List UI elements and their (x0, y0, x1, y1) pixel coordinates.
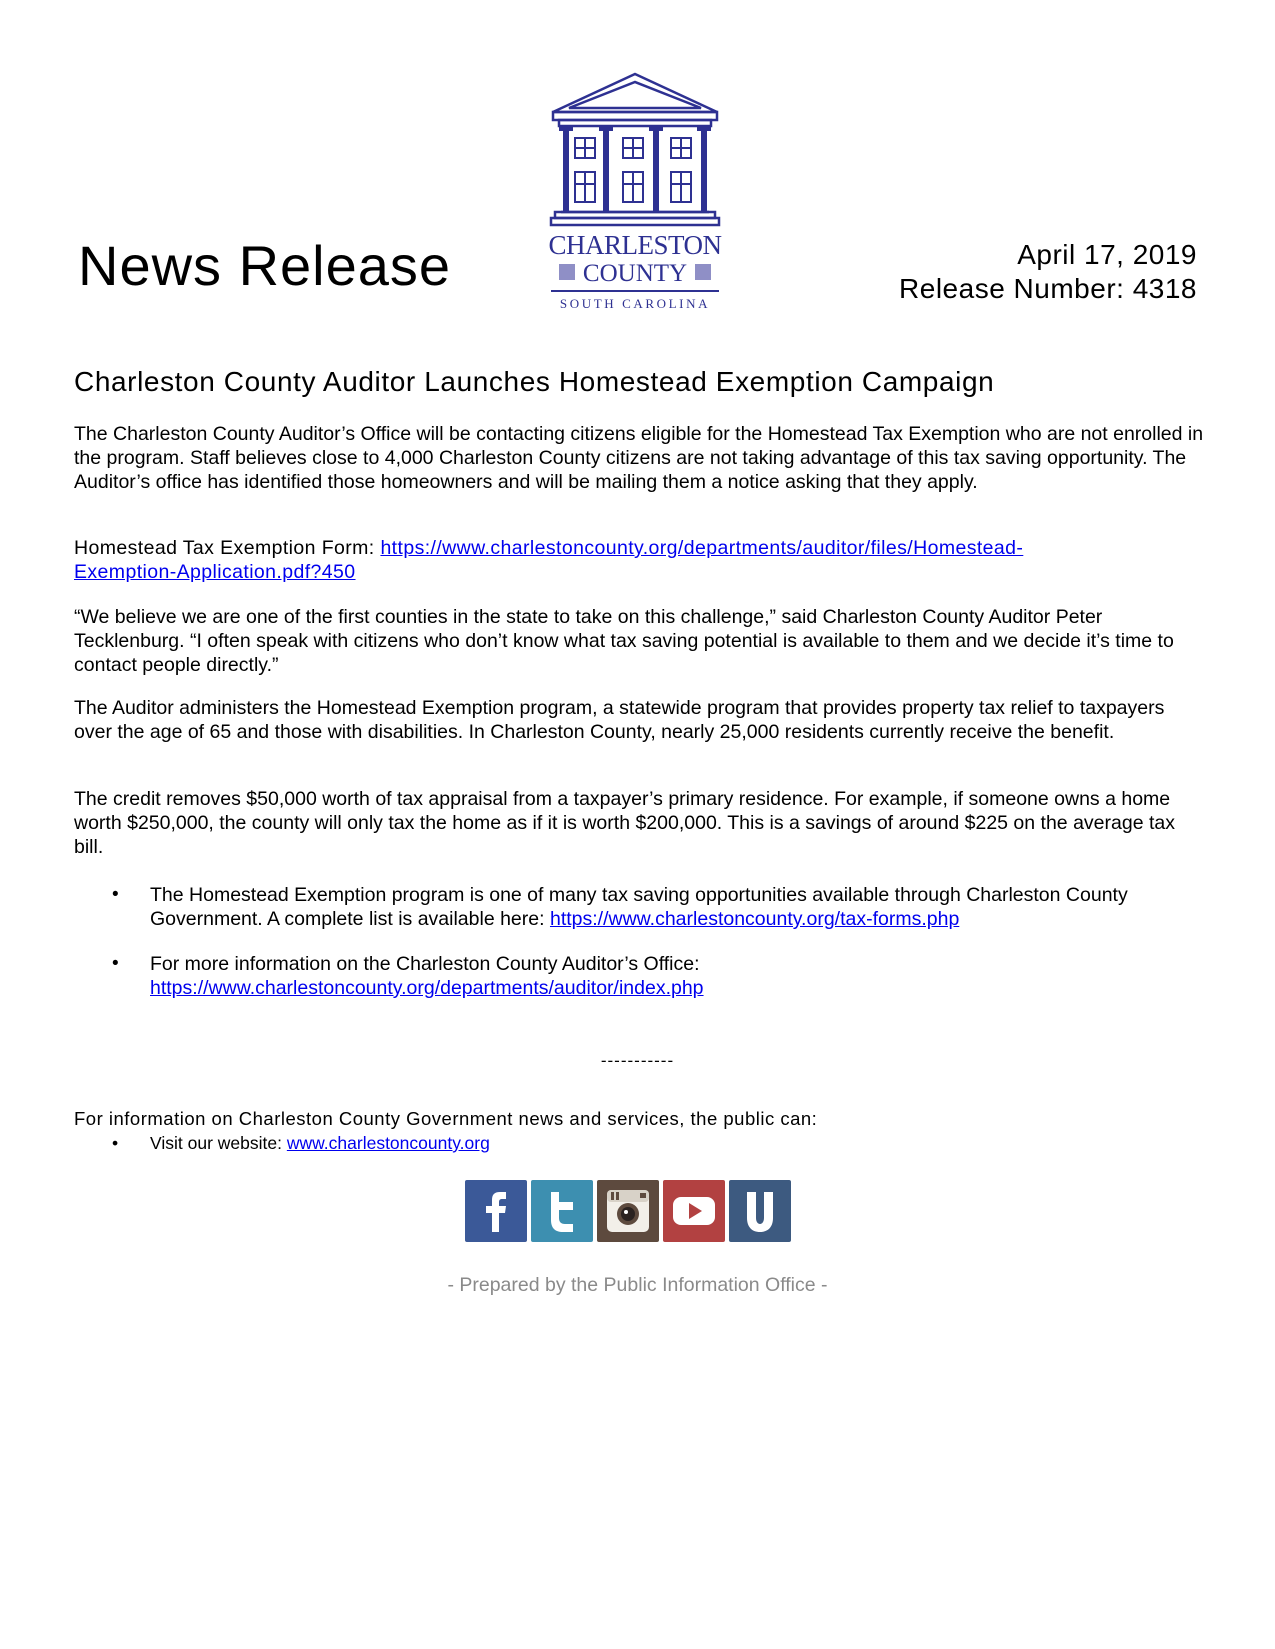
homestead-form-link-continued[interactable]: Exemption-Application.pdf?450 (74, 561, 356, 583)
logo-state-text: SOUTH CAROLINA (559, 296, 711, 311)
twitter-icon[interactable] (531, 1180, 593, 1242)
square-icon (559, 264, 575, 280)
form-paragraph (74, 536, 1206, 584)
intro-paragraph: The Charleston County Auditor’s Office will be contacting citizens eligible for the Homestead Tax Exemption who are not enrolled in the program. Staff believes close to 4,000 Charleston County citizens are not taking advantage of this tax saving opportunity. The Auditor’s office has identified those homeowners and will be mailing them a notice asking that they apply. (74, 423, 1204, 493)
logo-county-text: COUNTY (582, 260, 688, 287)
tax-forms-link[interactable]: https://www.charlestoncounty.org/tax-forms.php (549, 908, 960, 930)
bullet-icon: • (112, 953, 119, 974)
info-intro: For information on Charleston County Government news and services, the public can: (74, 1108, 818, 1129)
auditor-office-link[interactable]: https://www.charlestoncounty.org/departments/auditor/index.php (150, 977, 704, 999)
list-item-text (150, 952, 1206, 1000)
credit-paragraph: The credit removes $50,000 worth of tax appraisal from a taxpayer’s primary residence. For example, if someone owns a home worth $250,000, the county will only tax the home as if it is worth $200,000. This is a savings of around $225 on the average tax bill. (74, 788, 1175, 858)
youtube-icon[interactable] (663, 1180, 725, 1242)
homestead-form-link[interactable]: https://www.charlestoncounty.org/departments/auditor/files/Homestead- (380, 537, 1024, 559)
release-number: Release Number: 4318 (899, 273, 1197, 304)
instagram-icon[interactable] (597, 1180, 659, 1242)
square-icon (695, 264, 711, 280)
list-item-label: For more information on the Charleston County Auditor’s Office: (150, 953, 700, 975)
logo-county-line (547, 261, 723, 286)
release-date: April 17, 2019 (1017, 239, 1197, 270)
footer-text: - Prepared by the Public Information Office - (447, 1274, 828, 1296)
separator: ----------- (600, 1051, 675, 1070)
charleston-county-logo (547, 72, 723, 310)
news-release-title: News Release (78, 234, 452, 297)
bullet-icon: • (112, 884, 119, 905)
list-item-text (150, 1132, 490, 1154)
facebook-icon[interactable] (465, 1180, 527, 1242)
program-paragraph: The Auditor administers the Homestead Exemption program, a statewide program that provides property tax relief to taxpayers over the age of 65 and those with disabilities. In Charleston County, nearly 25,000 residents currently receive the benefit. (74, 697, 1165, 743)
bullet-icon: • (112, 1133, 119, 1153)
headline: Charleston County Auditor Launches Homestead Exemption Campaign (74, 366, 995, 397)
county-website-link[interactable]: www.charlestoncounty.org (286, 1133, 490, 1153)
courthouse-icon (547, 72, 723, 232)
quote-paragraph: “We believe we are one of the first counties in the state to take on this challenge,” said Charleston County Auditor Peter Tecklenburg. “I often speak with citizens who don’t know what tax saving potential is available to them and we decide it’s time to contact people directly.” (74, 606, 1174, 676)
visit-website-label: Visit our website: (150, 1133, 282, 1153)
list-item-text (150, 883, 1206, 931)
logo-divider (551, 290, 719, 292)
logo-charleston-text: CHARLESTON (548, 230, 722, 260)
ustream-icon[interactable] (729, 1180, 791, 1242)
release-meta (899, 238, 1197, 306)
list-item-label: The Homestead Exemption program is one of many tax saving opportunities available through Charleston County Government. A complete list is available here: (150, 884, 1128, 930)
form-label: Homestead Tax Exemption Form: (74, 537, 375, 559)
